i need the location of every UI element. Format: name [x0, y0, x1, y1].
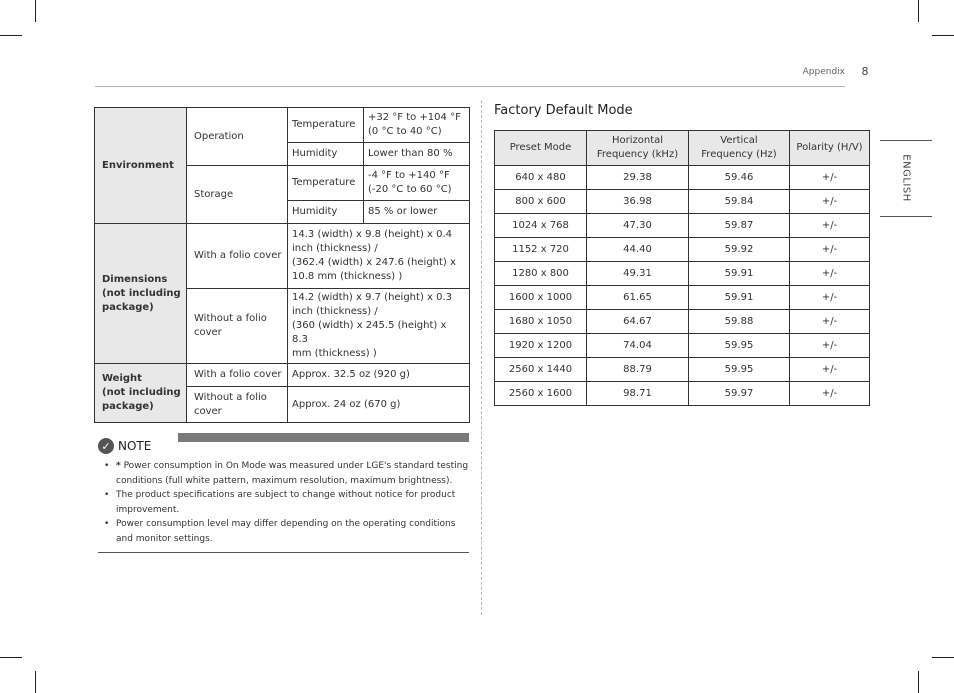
note-header-bar	[178, 433, 469, 442]
column-header-polarity: Polarity (H/V)	[790, 131, 870, 166]
crop-mark	[35, 0, 36, 22]
language-tab-bottom-rule	[880, 216, 932, 217]
header-rule	[95, 86, 845, 87]
preset-mode-cell: 1600 x 1000	[495, 286, 587, 310]
table-row	[495, 382, 870, 406]
weight-without-folio-value: Approx. 24 oz (670 g)	[288, 387, 470, 423]
preset-mode-cell: 1280 x 800	[495, 262, 587, 286]
storage-humidity-label: Humidity	[288, 201, 364, 224]
horizontal-frequency-cell: 47.30	[587, 214, 689, 238]
page-number: 8	[861, 65, 869, 78]
operation-temperature-value: +32 °F to +104 °F (0 °C to 40 °C)	[364, 108, 470, 143]
horizontal-frequency-cell: 64.67	[587, 310, 689, 334]
polarity-cell: +/-	[790, 238, 870, 262]
preset-mode-cell: 800 x 600	[495, 190, 587, 214]
vertical-frequency-cell: 59.88	[689, 310, 790, 334]
polarity-cell: +/-	[790, 382, 870, 406]
preset-mode-cell: 640 x 480	[495, 166, 587, 190]
weight-with-folio-label: With a folio cover	[187, 364, 288, 387]
dimensions-label: Dimensions (not including package)	[95, 224, 187, 364]
vertical-frequency-cell: 59.95	[689, 334, 790, 358]
operation-temperature-label: Temperature	[288, 108, 364, 143]
preset-mode-cell: 1024 x 768	[495, 214, 587, 238]
note-title: NOTE	[118, 439, 152, 453]
operation-humidity-label: Humidity	[288, 143, 364, 166]
polarity-cell: +/-	[790, 286, 870, 310]
crop-mark	[932, 657, 954, 658]
vertical-frequency-cell: 59.84	[689, 190, 790, 214]
horizontal-frequency-cell: 44.40	[587, 238, 689, 262]
horizontal-frequency-cell: 88.79	[587, 358, 689, 382]
dimensions-with-folio-label: With a folio cover	[187, 224, 288, 289]
language-tab-top-rule	[880, 140, 932, 141]
column-header-preset-mode: Preset Mode	[495, 131, 587, 166]
note-heading	[98, 437, 151, 455]
vertical-frequency-cell: 59.97	[689, 382, 790, 406]
vertical-frequency-cell: 59.95	[689, 358, 790, 382]
polarity-cell: +/-	[790, 190, 870, 214]
table-row	[495, 262, 870, 286]
storage-humidity-value: 85 % or lower	[364, 201, 470, 224]
environment-label: Environment	[95, 108, 187, 224]
polarity-cell: +/-	[790, 358, 870, 382]
polarity-cell: +/-	[790, 166, 870, 190]
operation-label: Operation	[187, 108, 288, 166]
crop-mark	[35, 671, 36, 693]
note-list	[98, 459, 469, 553]
storage-temperature-value: -4 °F to +140 °F (-20 °C to 60 °C)	[364, 166, 470, 201]
column-divider	[481, 100, 482, 615]
crop-mark	[0, 35, 22, 36]
operation-humidity-value: Lower than 80 %	[364, 143, 470, 166]
vertical-frequency-cell: 59.91	[689, 286, 790, 310]
storage-temperature-label: Temperature	[288, 166, 364, 201]
preset-mode-cell: 1152 x 720	[495, 238, 587, 262]
vertical-frequency-cell: 59.87	[689, 214, 790, 238]
specifications-table	[94, 107, 470, 423]
polarity-cell: +/-	[790, 310, 870, 334]
horizontal-frequency-cell: 36.98	[587, 190, 689, 214]
column-header-vertical-frequency: Vertical Frequency (Hz)	[689, 131, 790, 166]
weight-label: Weight (not including package)	[95, 364, 187, 423]
table-row	[495, 310, 870, 334]
vertical-frequency-cell: 59.46	[689, 166, 790, 190]
list-item: • * Power consumption in On Mode was measured under LGE's standard testing conditions (full white pattern, maximum resolution, maximum brightness).	[98, 459, 469, 488]
table-row	[495, 166, 870, 190]
factory-default-mode-title: Factory Default Mode	[494, 103, 633, 118]
preset-mode-cell: 1680 x 1050	[495, 310, 587, 334]
table-row	[495, 214, 870, 238]
table-row	[95, 364, 470, 387]
horizontal-frequency-cell: 49.31	[587, 262, 689, 286]
dimensions-without-folio-value: 14.2 (width) x 9.7 (height) x 0.3 inch (thickness) / (360 (width) x 245.5 (height) x 8.3 mm (thickness) )	[288, 289, 470, 364]
vertical-frequency-cell: 59.92	[689, 238, 790, 262]
weight-without-folio-label: Without a folio cover	[187, 387, 288, 423]
polarity-cell: +/-	[790, 214, 870, 238]
table-row	[495, 190, 870, 214]
crop-mark	[932, 35, 954, 36]
storage-label: Storage	[187, 166, 288, 224]
horizontal-frequency-cell: 74.04	[587, 334, 689, 358]
crop-mark	[918, 671, 919, 693]
table-row	[495, 358, 870, 382]
column-header-horizontal-frequency: Horizontal Frequency (kHz)	[587, 131, 689, 166]
polarity-cell: +/-	[790, 334, 870, 358]
list-item: • The product specifications are subject to change without notice for product improvement.	[98, 488, 469, 517]
table-row	[495, 334, 870, 358]
crop-mark	[0, 657, 22, 658]
dimensions-without-folio-label: Without a folio cover	[187, 289, 288, 364]
table-header-row	[495, 131, 870, 166]
table-row	[95, 108, 470, 143]
preset-mode-cell: 2560 x 1600	[495, 382, 587, 406]
factory-default-mode-table	[494, 130, 870, 406]
table-row	[95, 224, 470, 289]
preset-mode-cell: 2560 x 1440	[495, 358, 587, 382]
header-section-label: Appendix	[802, 67, 845, 77]
table-row	[495, 286, 870, 310]
list-item: • Power consumption level may differ depending on the operating conditions and monitor settings.	[98, 517, 469, 546]
checkmark-icon: ✓	[98, 438, 114, 454]
horizontal-frequency-cell: 61.65	[587, 286, 689, 310]
language-tab: ENGLISH	[900, 154, 912, 202]
crop-mark	[918, 0, 919, 22]
horizontal-frequency-cell: 29.38	[587, 166, 689, 190]
table-row	[495, 238, 870, 262]
polarity-cell: +/-	[790, 262, 870, 286]
preset-mode-cell: 1920 x 1200	[495, 334, 587, 358]
vertical-frequency-cell: 59.91	[689, 262, 790, 286]
dimensions-with-folio-value: 14.3 (width) x 9.8 (height) x 0.4 inch (thickness) / (362.4 (width) x 247.6 (height) x 10.8 mm (thickness) )	[288, 224, 470, 289]
horizontal-frequency-cell: 98.71	[587, 382, 689, 406]
weight-with-folio-value: Approx. 32.5 oz (920 g)	[288, 364, 470, 387]
